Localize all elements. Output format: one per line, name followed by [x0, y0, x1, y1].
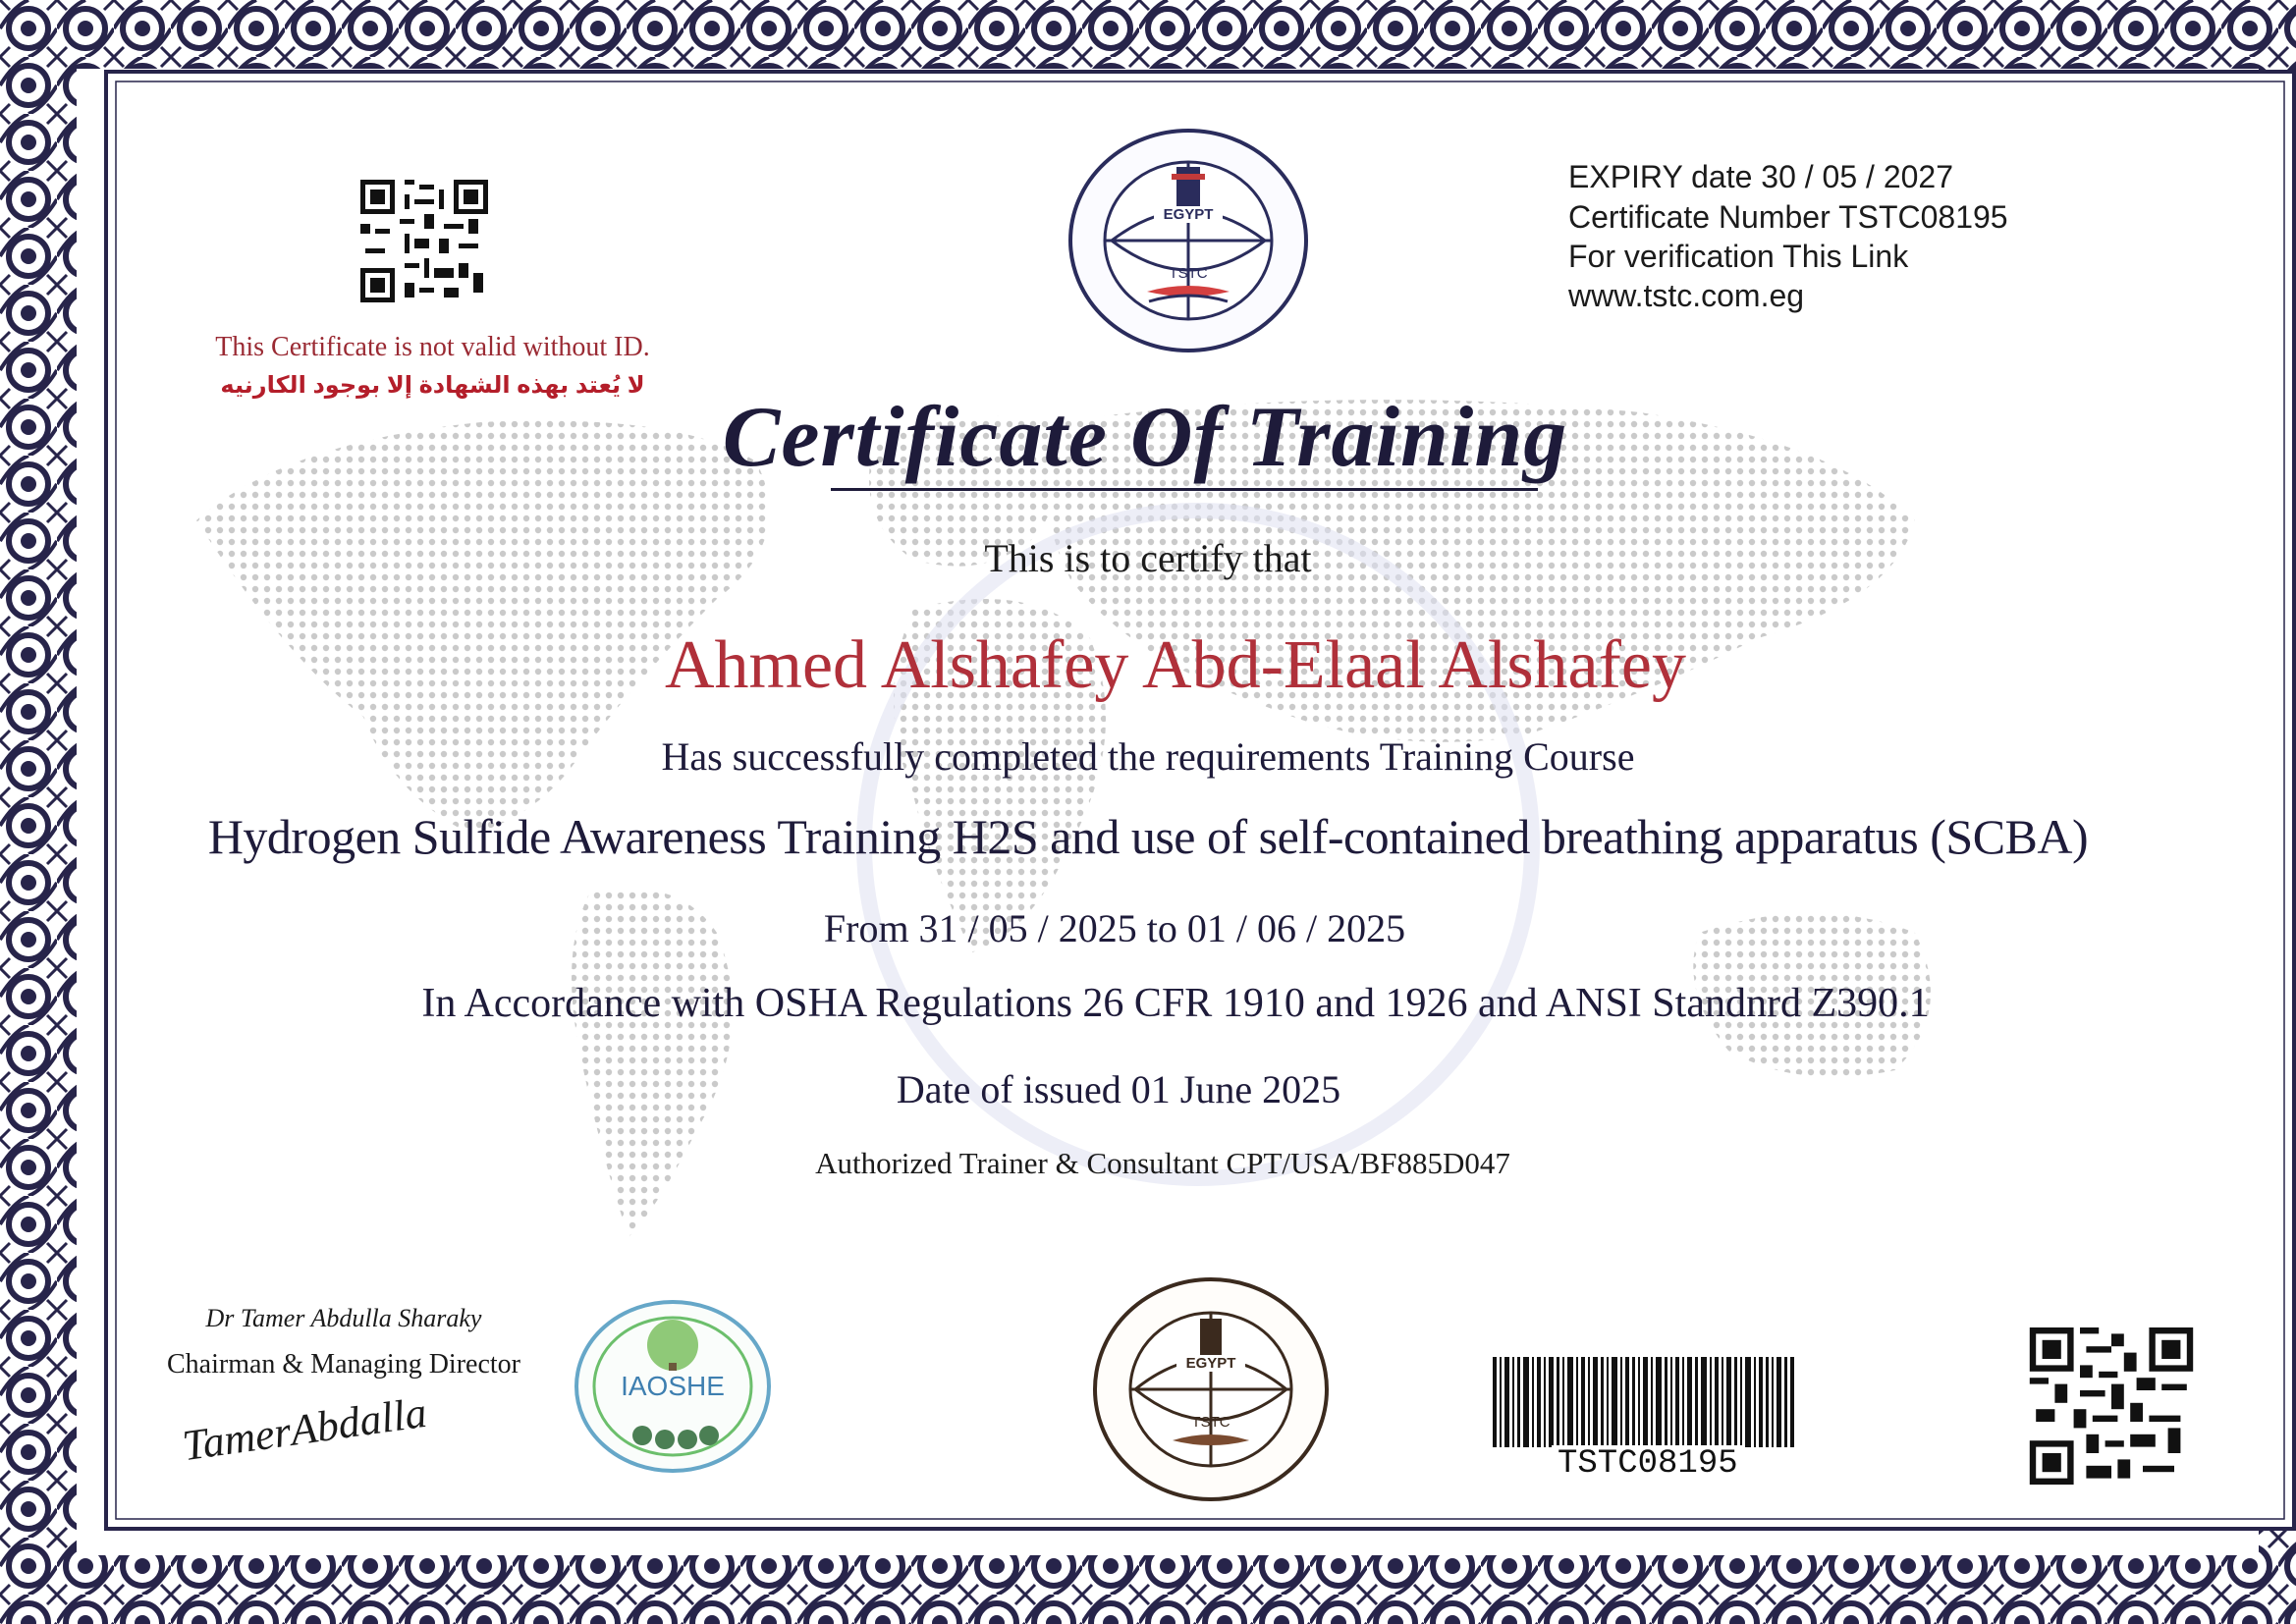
seal-abbr-top: TSTC	[1169, 265, 1208, 282]
certify-line: This is to certify that	[984, 536, 1312, 580]
signatory-name: Dr Tamer Abdulla Sharaky	[205, 1304, 482, 1332]
company-seal-bottom	[1088, 1272, 1334, 1507]
seal-country-top: EGYPT	[1154, 206, 1223, 223]
training-period: From 31 / 05 / 2025 to 01 / 06 / 2025	[823, 906, 1406, 950]
id-notice-english: This Certificate is not valid without ID.	[215, 332, 650, 362]
signature: TamerAbdalla	[179, 1387, 430, 1471]
signatory-role: Chairman & Managing Director	[166, 1349, 520, 1380]
title-underline	[831, 488, 1538, 491]
issue-date: Date of issued 01 June 2025	[896, 1067, 1341, 1111]
expiry-date: EXPIRY date 30 / 05 / 2027	[1568, 159, 1953, 194]
accordance-line: In Accordance with OSHA Regulations 26 CFR 1910 and 1926 and ANSI Standnrd Z390.1	[421, 981, 1930, 1026]
recipient-name: Ahmed Alshafey Abd-Elaal Alshafey	[664, 627, 1687, 703]
seal-abbr-bottom: TSTC	[1191, 1414, 1230, 1431]
verification-link[interactable]: www.tstc.com.eg	[1568, 278, 1805, 313]
verification-label: For verification This Link	[1568, 239, 1909, 274]
qr-code-top[interactable]	[360, 180, 488, 302]
trainer-line: Authorized Trainer & Consultant CPT/USA/BF885D047	[815, 1146, 1510, 1180]
completion-line: Has successfully completed the requirements Training Course	[661, 734, 1635, 779]
company-seal-top	[1061, 123, 1316, 358]
barcode[interactable]	[1493, 1357, 1797, 1447]
id-notice-arabic: لا يُعتد بهذه الشهادة إلا بوجود الكارنيه	[220, 372, 645, 399]
iaoshe-logo-text: IAOSHE	[601, 1371, 744, 1402]
qr-pattern-icon	[360, 180, 488, 302]
qr-pattern-icon	[2029, 1327, 2194, 1485]
seal-country-bottom: EGYPT	[1176, 1355, 1245, 1372]
qr-code-bottom[interactable]	[2029, 1327, 2194, 1485]
certificate-title: Certificate Of Training	[722, 390, 1568, 485]
barcode-text: TSTC08195	[1552, 1445, 1744, 1483]
certificate-number: Certificate Number TSTC08195	[1568, 199, 2008, 235]
course-name: Hydrogen Sulfide Awareness Training H2S and use of self-contained breathing apparatus (SCBA)	[207, 809, 2089, 864]
